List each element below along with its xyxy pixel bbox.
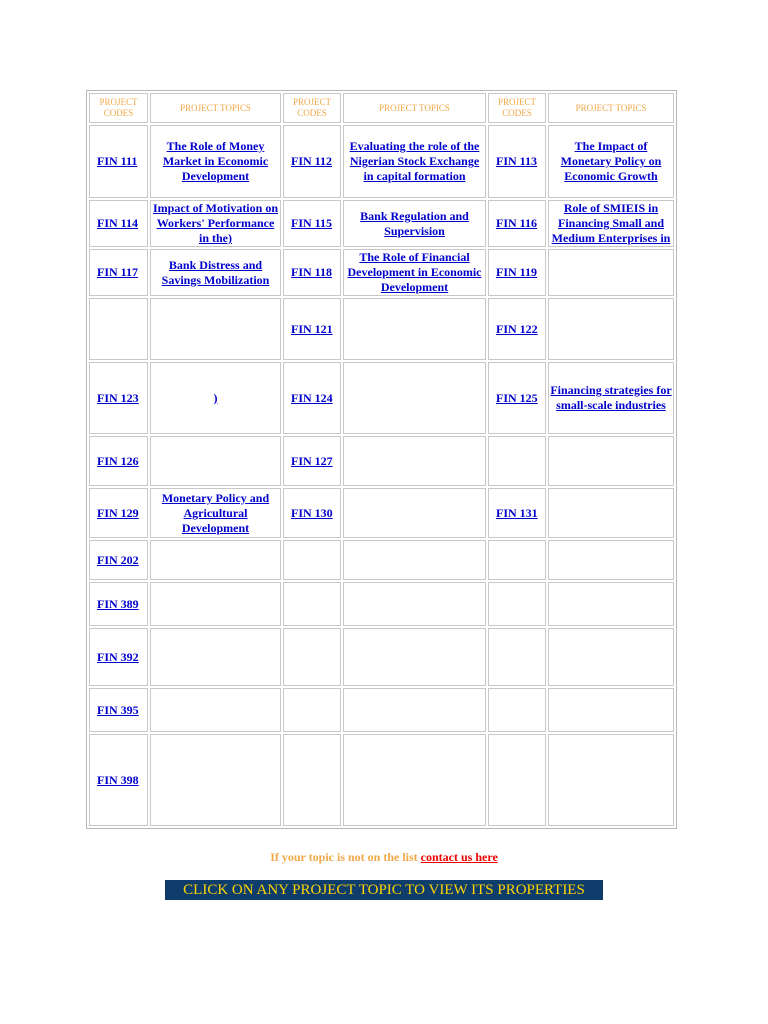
project-code-link[interactable]: FIN 117 bbox=[97, 265, 139, 279]
contact-us-link[interactable]: contact us here bbox=[420, 850, 498, 864]
project-code-link[interactable]: FIN 125 bbox=[496, 390, 538, 405]
project-code-cell bbox=[283, 688, 341, 732]
project-code-cell bbox=[89, 436, 148, 486]
project-code-link[interactable]: FIN 202 bbox=[97, 552, 139, 567]
project-topic-cell bbox=[150, 362, 281, 434]
table-header-row bbox=[89, 93, 674, 123]
project-topic-cell bbox=[150, 125, 281, 198]
project-code-cell bbox=[89, 488, 148, 538]
project-topic-cell bbox=[343, 688, 486, 732]
project-code-link[interactable]: FIN 127 bbox=[291, 453, 333, 468]
project-code-cell bbox=[488, 734, 546, 826]
project-code-link[interactable]: FIN 122 bbox=[496, 321, 538, 336]
click-topic-banner: CLICK ON ANY PROJECT TOPIC TO VIEW ITS PROPERTIES bbox=[165, 880, 603, 900]
project-topic-cell bbox=[150, 488, 281, 538]
project-topic-cell bbox=[343, 200, 486, 247]
header-project-codes: PROJECT CODES bbox=[283, 93, 341, 123]
project-topic-cell bbox=[343, 488, 486, 538]
project-code-cell bbox=[488, 125, 546, 198]
table-row bbox=[89, 200, 674, 247]
project-code-link[interactable]: FIN 111 bbox=[97, 154, 138, 168]
project-code-cell bbox=[89, 249, 148, 296]
project-code-link[interactable]: FIN 124 bbox=[291, 390, 333, 405]
project-code-cell bbox=[488, 688, 546, 732]
header-project-topics: PROJECT TOPICS bbox=[343, 93, 486, 123]
project-topic-cell bbox=[343, 362, 486, 434]
project-code-link[interactable]: FIN 115 bbox=[291, 216, 333, 230]
project-topic-cell bbox=[548, 436, 674, 486]
project-code-link[interactable]: FIN 129 bbox=[97, 505, 139, 520]
project-topic-cell bbox=[343, 582, 486, 626]
project-code-link[interactable]: FIN 118 bbox=[291, 265, 333, 279]
table-row bbox=[89, 488, 674, 538]
project-code-link[interactable]: FIN 113 bbox=[496, 154, 538, 168]
table-row bbox=[89, 734, 674, 826]
project-code-cell bbox=[488, 298, 546, 360]
project-topic-cell bbox=[548, 734, 674, 826]
project-code-cell bbox=[283, 734, 341, 826]
project-code-cell bbox=[89, 125, 148, 198]
project-code-link[interactable]: FIN 392 bbox=[97, 649, 139, 664]
project-code-cell bbox=[89, 540, 148, 580]
table-row bbox=[89, 436, 674, 486]
project-topic-link[interactable]: The Role of Financial Development in Economic Development bbox=[347, 250, 482, 294]
project-topic-cell bbox=[343, 436, 486, 486]
project-code-link[interactable]: FIN 131 bbox=[496, 505, 538, 520]
project-code-cell bbox=[488, 362, 546, 434]
project-topic-link[interactable]: Bank Regulation and Supervision bbox=[360, 208, 469, 238]
project-code-cell bbox=[488, 628, 546, 686]
project-code-cell bbox=[488, 540, 546, 580]
project-code-cell bbox=[283, 540, 341, 580]
project-code-cell bbox=[283, 582, 341, 626]
project-topic-cell bbox=[548, 125, 674, 198]
header-project-codes: PROJECT CODES bbox=[488, 93, 546, 123]
table-row bbox=[89, 628, 674, 686]
project-topic-cell bbox=[548, 488, 674, 538]
header-project-codes: PROJECT CODES bbox=[89, 93, 148, 123]
project-code-cell bbox=[283, 125, 341, 198]
project-code-cell bbox=[283, 436, 341, 486]
project-topic-cell bbox=[150, 540, 281, 580]
project-topic-cell bbox=[343, 298, 486, 360]
project-code-link[interactable]: FIN 114 bbox=[97, 216, 139, 230]
project-topic-cell bbox=[150, 436, 281, 486]
project-topic-cell bbox=[548, 628, 674, 686]
project-topic-cell bbox=[150, 688, 281, 732]
project-code-cell bbox=[89, 582, 148, 626]
project-code-cell bbox=[89, 200, 148, 247]
project-topic-link[interactable]: Role of SMIEIS in Financing Small and Medium Enterprises in bbox=[551, 201, 671, 245]
project-code-cell bbox=[283, 249, 341, 296]
project-code-link[interactable]: FIN 126 bbox=[97, 453, 139, 468]
project-code-link[interactable]: FIN 398 bbox=[97, 772, 139, 787]
project-topic-cell bbox=[150, 298, 281, 360]
project-topic-cell bbox=[343, 249, 486, 296]
project-code-cell bbox=[488, 436, 546, 486]
project-topic-cell bbox=[150, 200, 281, 247]
project-code-cell bbox=[488, 200, 546, 247]
project-topic-link[interactable]: Financing strategies for small-scale industries bbox=[550, 383, 672, 412]
project-topic-link[interactable]: Impact of Motivation on Workers' Performance in the) bbox=[153, 201, 278, 245]
table-row bbox=[89, 249, 674, 296]
header-project-topics: PROJECT TOPICS bbox=[548, 93, 674, 123]
table-row bbox=[89, 540, 674, 580]
project-code-link[interactable]: FIN 395 bbox=[97, 702, 139, 717]
project-code-cell bbox=[283, 488, 341, 538]
project-topic-cell bbox=[343, 540, 486, 580]
project-code-cell bbox=[488, 249, 546, 296]
project-topic-cell bbox=[343, 628, 486, 686]
project-topic-cell bbox=[150, 734, 281, 826]
project-topic-cell bbox=[150, 628, 281, 686]
project-topic-cell bbox=[548, 540, 674, 580]
project-code-link[interactable]: FIN 130 bbox=[291, 505, 333, 520]
project-topic-link[interactable]: Monetary Policy and Agricultural Development bbox=[161, 490, 270, 535]
project-code-cell bbox=[89, 298, 148, 360]
project-topic-link[interactable]: The Role of Money Market in Economic Development bbox=[162, 139, 269, 183]
project-topic-cell bbox=[548, 298, 674, 360]
project-topic-cell bbox=[548, 362, 674, 434]
project-topic-link[interactable]: Bank Distress and Savings Mobilization bbox=[161, 257, 270, 287]
project-code-link[interactable]: FIN 112 bbox=[291, 154, 333, 168]
table-row bbox=[89, 688, 674, 732]
project-code-cell bbox=[283, 628, 341, 686]
footer-note bbox=[0, 850, 768, 865]
project-code-cell bbox=[283, 298, 341, 360]
project-topic-cell bbox=[150, 582, 281, 626]
table-row bbox=[89, 362, 674, 434]
project-code-link[interactable]: FIN 116 bbox=[496, 216, 538, 230]
project-code-link[interactable]: FIN 121 bbox=[291, 321, 333, 336]
project-topic-link[interactable]: The Impact of Monetary Policy on Economic Growth bbox=[560, 139, 662, 183]
project-topic-cell bbox=[548, 200, 674, 247]
project-code-link[interactable]: FIN 123 bbox=[97, 390, 139, 405]
project-code-link[interactable]: FIN 389 bbox=[97, 596, 139, 611]
project-code-cell bbox=[89, 688, 148, 732]
table-row bbox=[89, 582, 674, 626]
footer-note-text: If your topic is not on the list bbox=[270, 850, 421, 864]
project-code-cell bbox=[89, 734, 148, 826]
project-topic-cell bbox=[548, 582, 674, 626]
project-topic-cell bbox=[343, 734, 486, 826]
project-code-cell bbox=[283, 200, 341, 247]
project-topic-cell bbox=[548, 249, 674, 296]
project-code-cell bbox=[488, 582, 546, 626]
project-topics-table bbox=[86, 90, 677, 829]
project-code-cell bbox=[283, 362, 341, 434]
project-topic-cell bbox=[150, 249, 281, 296]
project-code-cell bbox=[488, 488, 546, 538]
project-topic-cell bbox=[548, 688, 674, 732]
project-topic-link[interactable]: ) bbox=[213, 390, 218, 405]
project-topic-cell bbox=[343, 125, 486, 198]
header-project-topics: PROJECT TOPICS bbox=[150, 93, 281, 123]
project-topic-link[interactable]: Evaluating the role of the Nigerian Stock Exchange in capital formation bbox=[349, 139, 480, 183]
project-code-cell bbox=[89, 628, 148, 686]
table-row bbox=[89, 298, 674, 360]
project-code-cell bbox=[89, 362, 148, 434]
table-row bbox=[89, 125, 674, 198]
project-code-link[interactable]: FIN 119 bbox=[496, 265, 538, 279]
